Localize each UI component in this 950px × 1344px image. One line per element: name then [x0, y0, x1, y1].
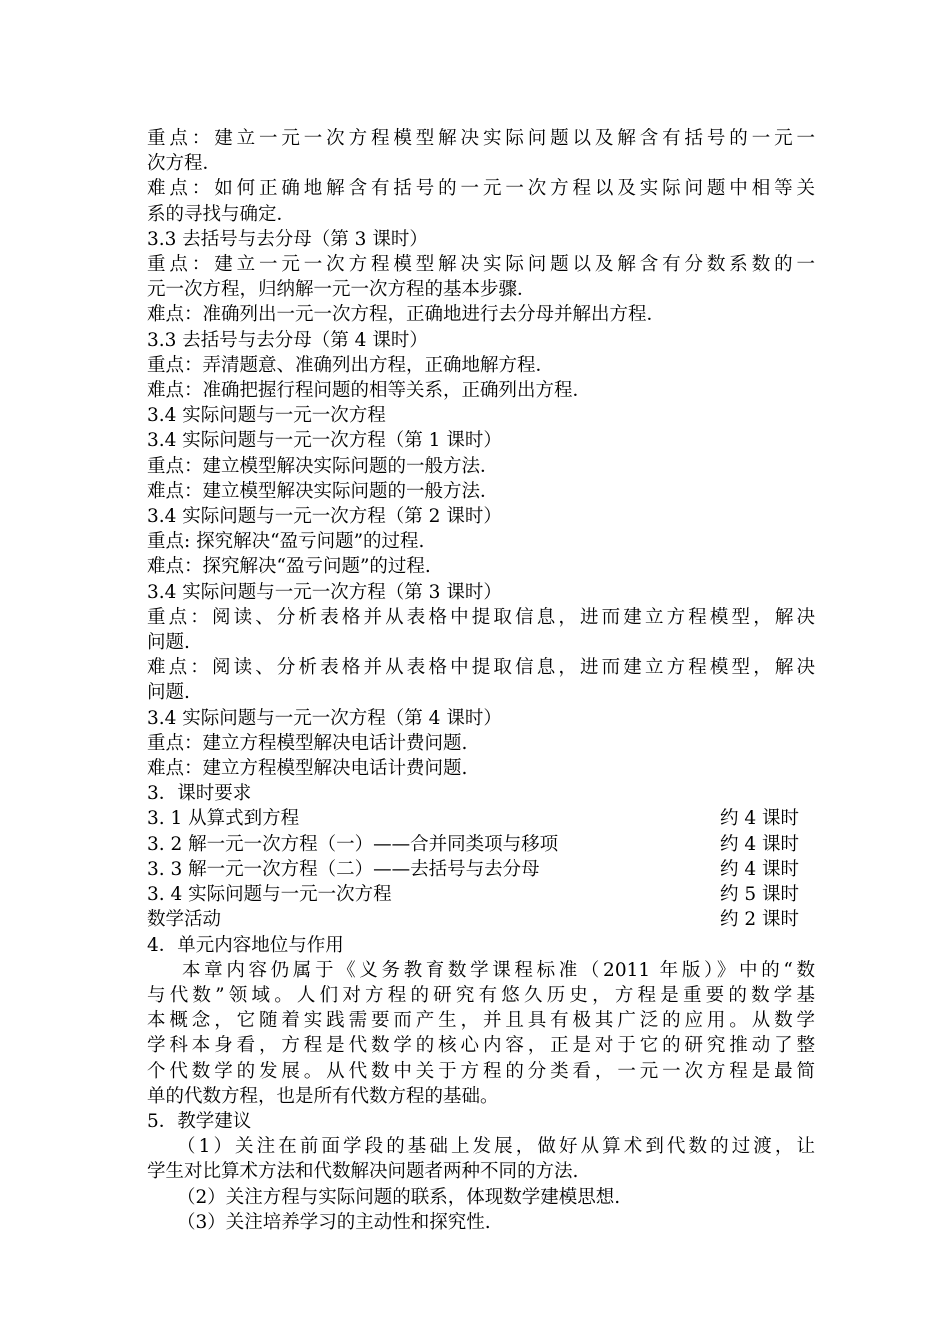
text-line: 问题.	[147, 682, 190, 704]
text-line: 单的代数方程，也是所有代数方程的基础。	[147, 1085, 499, 1107]
text-line: 3.3 去括号与去分母（第 4 课时）	[147, 329, 428, 351]
text-line: 重点：建立方程模型解决电话计费问题.	[147, 732, 468, 754]
hours-row	[147, 857, 815, 882]
text-line: 3．课时要求	[147, 783, 252, 805]
text-line: 3.3 去括号与去分母（第 3 课时）	[147, 228, 428, 250]
hours-topic: 数学活动	[147, 909, 222, 931]
section4-heading: 4．单元内容地位与作用	[147, 934, 344, 956]
text-line: 重点：建立一元一次方程模型解决实际问题以及解含有分数系数的一	[147, 254, 815, 276]
text-line: 3.4 实际问题与一元一次方程（第 4 课时）	[147, 707, 502, 729]
section5-heading: 5．教学建议	[147, 1110, 252, 1132]
text-line: 3.4 实际问题与一元一次方程（第 1 课时）	[147, 430, 502, 452]
hours-row	[147, 832, 815, 857]
hours-topic: 3. 3 解一元一次方程（二）——去括号与去分母	[147, 858, 540, 880]
text-line: 难点：阅读、分析表格并从表格中提取信息，进而建立方程模型，解决	[147, 657, 815, 679]
text-line: 3.4 实际问题与一元一次方程（第 3 课时）	[147, 581, 502, 603]
hours-row	[147, 806, 815, 831]
document-page	[147, 126, 815, 1235]
text-line: 难点：探究解决“盈亏问题”的过程.	[147, 556, 431, 578]
text-line: 难点：建立模型解决实际问题的一般方法．	[147, 480, 499, 502]
hours-row	[147, 882, 815, 907]
hours-value: 约 5 课时	[720, 884, 800, 906]
text-line: 本章内容仍属于《义务教育数学课程标准（2011 年版）》中的“数	[182, 959, 815, 981]
text-line: 系的寻找与确定．	[147, 203, 296, 225]
text-line: 学生对比算术方法和代数解决问题者两种不同的方法.	[147, 1161, 579, 1183]
hours-topic: 3. 4 实际问题与一元一次方程	[147, 884, 392, 906]
class-hours-list	[147, 806, 815, 932]
text-line: 难点：准确列出一元一次方程，正确地进行去分母并解出方程．	[147, 304, 666, 326]
key-points-section	[147, 126, 815, 806]
section4-body	[147, 958, 815, 1109]
text-line: 重点：建立一元一次方程模型解决实际问题以及解含有括号的一元一	[147, 128, 815, 149]
text-line: 重点：阅读、分析表格并从表格中提取信息，进而建立方程模型，解决	[147, 606, 815, 628]
text-line: 重点：建立模型解决实际问题的一般方法．	[147, 455, 499, 477]
hours-topic: 3. 1 从算式到方程	[147, 808, 300, 830]
text-line: （1）关注在前面学段的基础上发展，做好从算术到代数的过渡，让	[177, 1136, 815, 1158]
hours-value: 约 2 课时	[720, 909, 800, 931]
text-line: 个代数学的发展。从代数中关于方程的分类看，一元一次方程是最简	[147, 1060, 815, 1082]
text-line: 本概念，它随着实践需要而产生，并且具有极其广泛的应用。从数学	[147, 1010, 815, 1032]
hours-topic: 3. 2 解一元一次方程（一）——合并同类项与移项	[147, 833, 559, 855]
hours-value: 约 4 课时	[720, 833, 800, 855]
text-line: 学科本身看，方程是代数学的核心内容，正是对于它的研究推动了整	[147, 1035, 815, 1057]
section5-body	[147, 1134, 815, 1235]
text-line: 次方程．	[147, 153, 222, 175]
text-line: 重点: 探究解决“盈亏问题”的过程.	[147, 531, 425, 553]
text-line: 难点：建立方程模型解决电话计费问题.	[147, 758, 468, 780]
text-line: 与代数”领域。人们对方程的研究有悠久历史，方程是重要的数学基	[147, 984, 815, 1006]
text-line: 元一次方程，归纳解一元一次方程的基本步骤．	[147, 279, 536, 301]
text-line: 3.4 实际问题与一元一次方程	[147, 405, 386, 427]
text-line: 难点：如何正确地解含有括号的一元一次方程以及实际问题中相等关	[147, 178, 815, 200]
text-line: 3.4 实际问题与一元一次方程（第 2 课时）	[147, 506, 502, 528]
text-line: 难点：准确把握行程问题的相等关系，正确列出方程．	[147, 380, 592, 402]
hours-value: 约 4 课时	[720, 808, 800, 830]
hours-value: 约 4 课时	[720, 858, 800, 880]
text-line: 问题.	[147, 632, 190, 654]
text-line: （2）关注方程与实际问题的联系，体现数学建模思想.	[177, 1186, 621, 1208]
hours-row	[147, 907, 815, 932]
text-line: 重点：弄清题意、准确列出方程，正确地解方程．	[147, 354, 555, 376]
text-line: （3）关注培养学习的主动性和探究性.	[177, 1211, 491, 1233]
